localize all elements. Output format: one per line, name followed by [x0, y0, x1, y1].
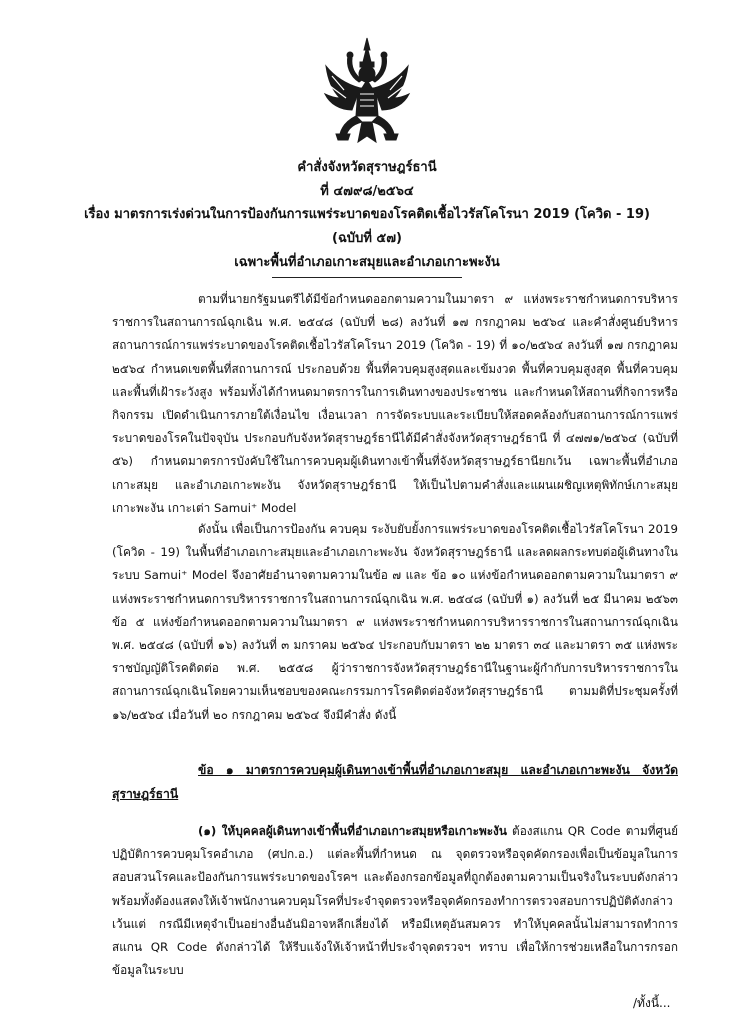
order-edition: (ฉบับที่ ๕๗) — [332, 231, 402, 246]
order-number: ที่ ๔๗๙๘/๒๕๖๔ — [320, 184, 414, 199]
clause-1-item-1-body: ต้องสแกน QR Code ตามที่ศูนย์ปฏิบัติการควบคุมโรคอำเภอ (ศปก.อ.) แต่ละพื้นที่กำหนด ณ จุดตรวจหรือจุดคัดกรองเพื่อเป็นข้อมูลในการสอบสวนโรคและป้องกันการแพร่ระบาดของโรคฯ และต้องกรอกข้อมูลที่ถูกต้องตามความเป็นจริงในระบบดังกล่าว พร้อมทั้งต้องแสดงให้เจ้าพนักงานควบคุมโรคที่ประจำจุดตรวจหรือจุดคัดกรองทำการตรวจสอบการปฏิบัติดังกล่าว เว้นแต่ กรณีมีเหตุจำเป็นอย่างอื่นอันมิอาจหลีกเลี่ยงได้ หรือมีเหตุอันสมควร ทำให้บุคคลนั้นไม่สามารถทำการสแกน QR Code ดังกล่าวได้ ให้รีบแจ้งให้เจ้าหน้าที่ประจำจุดตรวจฯ ทราบ เพื่อให้การช่วยเหลือในการกรอกข้อมูลในระบบ — [112, 824, 678, 978]
clause-1-item-1-lead: (๑) ให้บุคคลผู้เดินทางเข้าพื้นที่อำเภอเกาะสมุยหรือเกาะพะงัน — [198, 824, 507, 838]
header-divider — [272, 277, 462, 278]
clause-1-heading — [112, 758, 678, 806]
order-title: คำสั่งจังหวัดสุราษฎร์ธานี — [297, 160, 437, 175]
clause-1-item-1 — [112, 820, 678, 982]
order-scope: เฉพาะพื้นที่อำเภอเกาะสมุยและอำเภอเกาะพะงัน — [234, 255, 500, 270]
paragraph-background-text: ตามที่นายกรัฐมนตรีได้มีข้อกำหนดออกตามความในมาตรา ๙ แห่งพระราชกำหนดการบริหารราชการในสถานการณ์ฉุกเฉิน พ.ศ. ๒๕๔๘ (ฉบับที่ ๒๘) ลงวันที่ ๑๗ กรกฎาคม ๒๕๖๔ และคำสั่งศูนย์บริหารสถานการณ์การแพร่ระบาดของโรคติดเชื้อไวรัสโคโรนา 2019 (โควิด - 19) ที่ ๑๐/๒๕๖๔ ลงวันที่ ๑๗ กรกฎาคม ๒๕๖๔ กำหนดเขตพื้นที่สถานการณ์ ประกอบด้วย พื้นที่ควบคุมสูงสุดและเข้มงวด พื้นที่ควบคุมสูงสุด พื้นที่ควบคุม และพื้นที่เฝ้าระวังสูง พร้อมทั้งได้กำหนดมาตรการในการเดินทางของประชาชน และกำหนดให้สถานที่กิจการหรือกิจกรรม เปิดดำเนินการภายใต้เงื่อนไข เงื่อนเวลา การจัดระบบและระเบียบให้สอดคล้องกับสถานการณ์การแพร่ระบาดของโรคในปัจจุบัน ประกอบกับจังหวัดสุราษฎร์ธานีได้มีคำสั่งจังหวัดสุราษฎร์ธานี ที่ ๔๗๗๑/๒๕๖๔ (ฉบับที่ ๕๖) กำหนดมาตรการบังคับใช้ในการควบคุมผู้เดินทางเข้าพื้นที่จังหวัดสุราษฎร์ธานียกเว้น เฉพาะพื้นที่อำเภอเกาะสมุย และอำเภอเกาะพะงัน จังหวัดสุราษฎร์ธานี ให้เป็นไปตามคำสั่งและแผนเผชิญเหตุพิทักษ์เกาะสมุย เกาะพะงัน เกาะเต่า Samui⁺ Model — [112, 292, 678, 515]
order-subject: เรื่อง มาตรการเร่งด่วนในการป้องกันการแพร่ระบาดของโรคติดเชื้อไวรัสโคโรนา 2019 (โควิด - 19) — [84, 207, 650, 222]
garuda-emblem-icon — [322, 36, 412, 148]
clause-1-heading-text: ข้อ ๑ มาตรการควบคุมผู้เดินทางเข้าพื้นที่อำเภอเกาะสมุย และอำเภอเกาะพะงัน จังหวัดสุราษฎร์ธานี — [112, 763, 678, 801]
paragraph-order — [112, 518, 678, 727]
paragraph-background — [112, 288, 678, 520]
continuation-marker: /ทั้งนี้... — [633, 996, 671, 1010]
paragraph-order-text: ดังนั้น เพื่อเป็นการป้องกัน ควบคุม ระงับยับยั้งการแพร่ระบาดของโรคติดเชื้อไวรัสโคโรนา 2019 (โควิด - 19) ในพื้นที่อำเภอเกาะสมุยและอำเภอเกาะพะงัน จังหวัดสุราษฎร์ธานี และลดผลกระทบต่อผู้เดินทางในระบบ Samui⁺ Model จึงอาศัยอำนาจตามความในข้อ ๗ และ ข้อ ๑๐ แห่งข้อกำหนดออกตามความในมาตรา ๙ แห่งพระราชกำหนดการบริหารราชการในสถานการณ์ฉุกเฉิน พ.ศ. ๒๕๔๘ (ฉบับที่ ๑) ลงวันที่ ๒๕ มีนาคม ๒๕๖๓ ข้อ ๕ แห่งข้อกำหนดออกตามความในมาตรา ๙ แห่งพระราชกำหนดการบริหารราชการในสถานการณ์ฉุกเฉิน พ.ศ. ๒๕๔๘ (ฉบับที่ ๑๖) ลงวันที่ ๓ มกราคม ๒๕๖๔ ประกอบกับมาตรา ๒๒ มาตรา ๓๔ และมาตรา ๓๕ แห่งพระราชบัญญัติโรคติดต่อ พ.ศ. ๒๕๕๘ ผู้ว่าราชการจังหวัดสุราษฎร์ธานีในฐานะผู้กำกับการบริหารราชการในสถานการณ์ฉุกเฉินโดยความเห็นชอบของคณะกรรมการโรคติดต่อจังหวัดสุราษฎร์ธานี ตามมติที่ประชุมครั้งที่ ๑๖/๒๕๖๔ เมื่อวันที่ ๒๐ กรกฎาคม ๒๕๖๔ จึงมีคำสั่ง ดังนี้ — [112, 522, 678, 722]
